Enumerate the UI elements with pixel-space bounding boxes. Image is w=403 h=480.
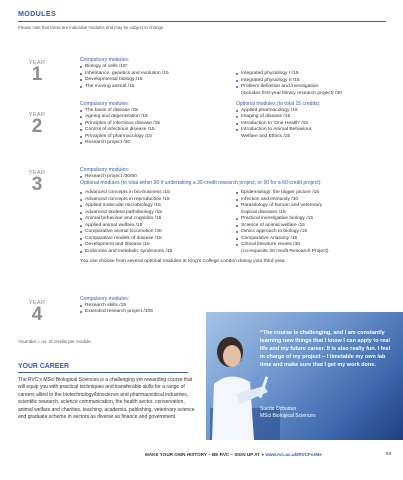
year-3-compulsory [80, 167, 390, 187]
page-title: MODULES [18, 9, 57, 18]
page-footer [145, 452, 322, 457]
year-number: 2 [31, 116, 43, 137]
student-quote: “The course is challenging, and I am constantly learning new things that I know I can apply to real life and my future career. It is also really fun. I feel in charge of my project – I timetable my own lab time and make sure that I get my work done. [260, 330, 391, 368]
module-item: Introduction to 'One Health' /15 [236, 121, 396, 128]
module-item: Parasitology of human and veterinary [236, 203, 396, 210]
module-item: Advanced skeletal pathobiology /15 [80, 210, 230, 217]
year-2-optional-heading: Optional modules (to total 15 credits): [236, 101, 321, 107]
module-item-continued: Welfare and Ethics /15 [241, 133, 291, 139]
student-course: MSci Biological Sciences [260, 413, 316, 419]
module-item: Integrated physiology II /15 [236, 78, 396, 85]
page-header [18, 9, 386, 30]
year-1-badge [20, 60, 54, 83]
indicative-note: Please note that these are indicative modules and may be subject to change. [18, 25, 165, 30]
module-item: Problem definition and investigation [236, 84, 396, 91]
module-item: Practical investigative biology /15 [236, 216, 396, 223]
module-item: Introduction to Animal Behaviour, [236, 127, 396, 134]
module-item: Infection and immunity /30 [236, 197, 396, 204]
year-2-badge [20, 112, 54, 135]
module-item: Principles of infectious disease /15 [80, 121, 230, 128]
career-heading: YOUR CAREER [18, 363, 69, 370]
module-item: Extended research project /105 [80, 309, 230, 316]
module-item: Advanced concepts in reproduction /15 [80, 197, 230, 204]
globe-icon: ● [261, 452, 265, 457]
signup-link[interactable]: www.rvc.ac.uk/RVCForMe [265, 452, 322, 457]
module-item: Ageing and degeneration /15 [80, 114, 230, 121]
module-item: Applied animal welfare /15 [80, 223, 230, 230]
module-item: Research skills /15 [80, 303, 230, 310]
module-item: Omics approach to biology /15 [236, 229, 396, 236]
module-item: Development and disease /15 [80, 242, 230, 249]
module-item: The moving animal /15 [80, 84, 230, 91]
module-item: Control of infectious disease /15 [80, 127, 230, 134]
student-name: Sueda Ozbudun [260, 406, 297, 412]
kings-college-note: You can choose from several optional modules at King's College London during your third year. [80, 259, 286, 264]
year-3-badge [20, 170, 54, 193]
quote-attribution [260, 406, 316, 420]
year-label: YEAR [28, 112, 46, 118]
year-2-optional [236, 101, 396, 140]
year-1-modules-col2 [236, 71, 396, 97]
module-item: Imaging of disease /15 [236, 114, 396, 121]
module-item: Comparative models of disease /15 [80, 236, 230, 243]
career-paragraph: The RVC's MSci Biological Sciences is a challenging yet rewarding course that will equip you with practical techniques and transferable skills for a range of careers allied to the biotechnology/bioscience and pharmaceutical industries, scientific research, science communication, the health sector, conservation, animal welfare and charities, teaching, academia, publishing, veterinary science and graduate scheme in sectors as diverse as finance and government. [18, 377, 195, 421]
module-item: Integrated physiology I /15 [236, 71, 396, 78]
module-item: Principles of pharmacology /15 [80, 134, 230, 141]
header-divider [18, 21, 386, 22]
year-3-compulsory-heading: Compulsory modules: [80, 167, 130, 173]
module-item: Advanced concepts in bio-business /15 [80, 190, 230, 197]
year-number: 1 [31, 64, 43, 85]
year-4-compulsory-heading: Compulsory modules: [80, 296, 130, 302]
page-number: 53 [386, 452, 392, 457]
credits-footnote: */number = no. of credits per module [18, 339, 91, 344]
module-item: Biology of cells /15* [80, 64, 230, 71]
module-item-continued: tropical diseases /15 [241, 209, 286, 215]
module-item: Research project /30 [80, 140, 230, 147]
module-item: Animal behaviour and cognition /15 [80, 216, 230, 223]
module-item-continued: (includes first-year library research project) /30 [241, 90, 342, 96]
module-item: Developmental biology /15 [80, 77, 230, 84]
year-number: 4 [31, 304, 43, 325]
module-item: Endocrine and metabolic syndromes /15 [80, 249, 230, 256]
module-item: Research project /30/60 [80, 174, 390, 181]
module-item: Applied molecular microbiology /15 [80, 203, 230, 210]
module-item: The basis of disease /15 [80, 108, 230, 115]
module-item: Comparative Anatomy /15 [236, 236, 396, 243]
module-item: Inheritance, genetics and evolution /15 [80, 71, 230, 78]
year-label: YEAR [28, 300, 46, 306]
year-label: YEAR [28, 60, 46, 66]
module-item: Critical literature review /30 [236, 242, 396, 249]
year-1-compulsory-heading: Compulsory modules: [80, 57, 130, 63]
year-2-compulsory-heading: Compulsory modules: [80, 101, 130, 107]
module-item: Comparative animal locomotion /30 [80, 229, 230, 236]
year-4-badge [20, 300, 54, 323]
module-item-continued: (co-requisite 30 credit Research Project) [241, 248, 329, 254]
module-item: Epidemiology: the bigger picture /15 [236, 190, 396, 197]
year-label: YEAR [28, 170, 46, 176]
module-item: Science of animal welfare /15 [236, 223, 396, 230]
footer-tagline: MAKE YOUR OWN HISTORY – BE RVC – SIGN UP AT [145, 452, 261, 457]
year-3-optional-heading: Optional modules (to total either 90 if undertaking a 30-credit research project, or 60 for a 60-credit project): [80, 180, 322, 186]
year-2-compulsory [80, 101, 230, 147]
year-number: 3 [31, 174, 43, 195]
year-3-modules-col1 [80, 190, 230, 255]
year-3-modules-col2 [236, 190, 396, 255]
career-divider [18, 372, 188, 373]
year-1-modules-col1 [80, 64, 230, 90]
module-item: Applied pharmacology /15 [236, 108, 396, 115]
